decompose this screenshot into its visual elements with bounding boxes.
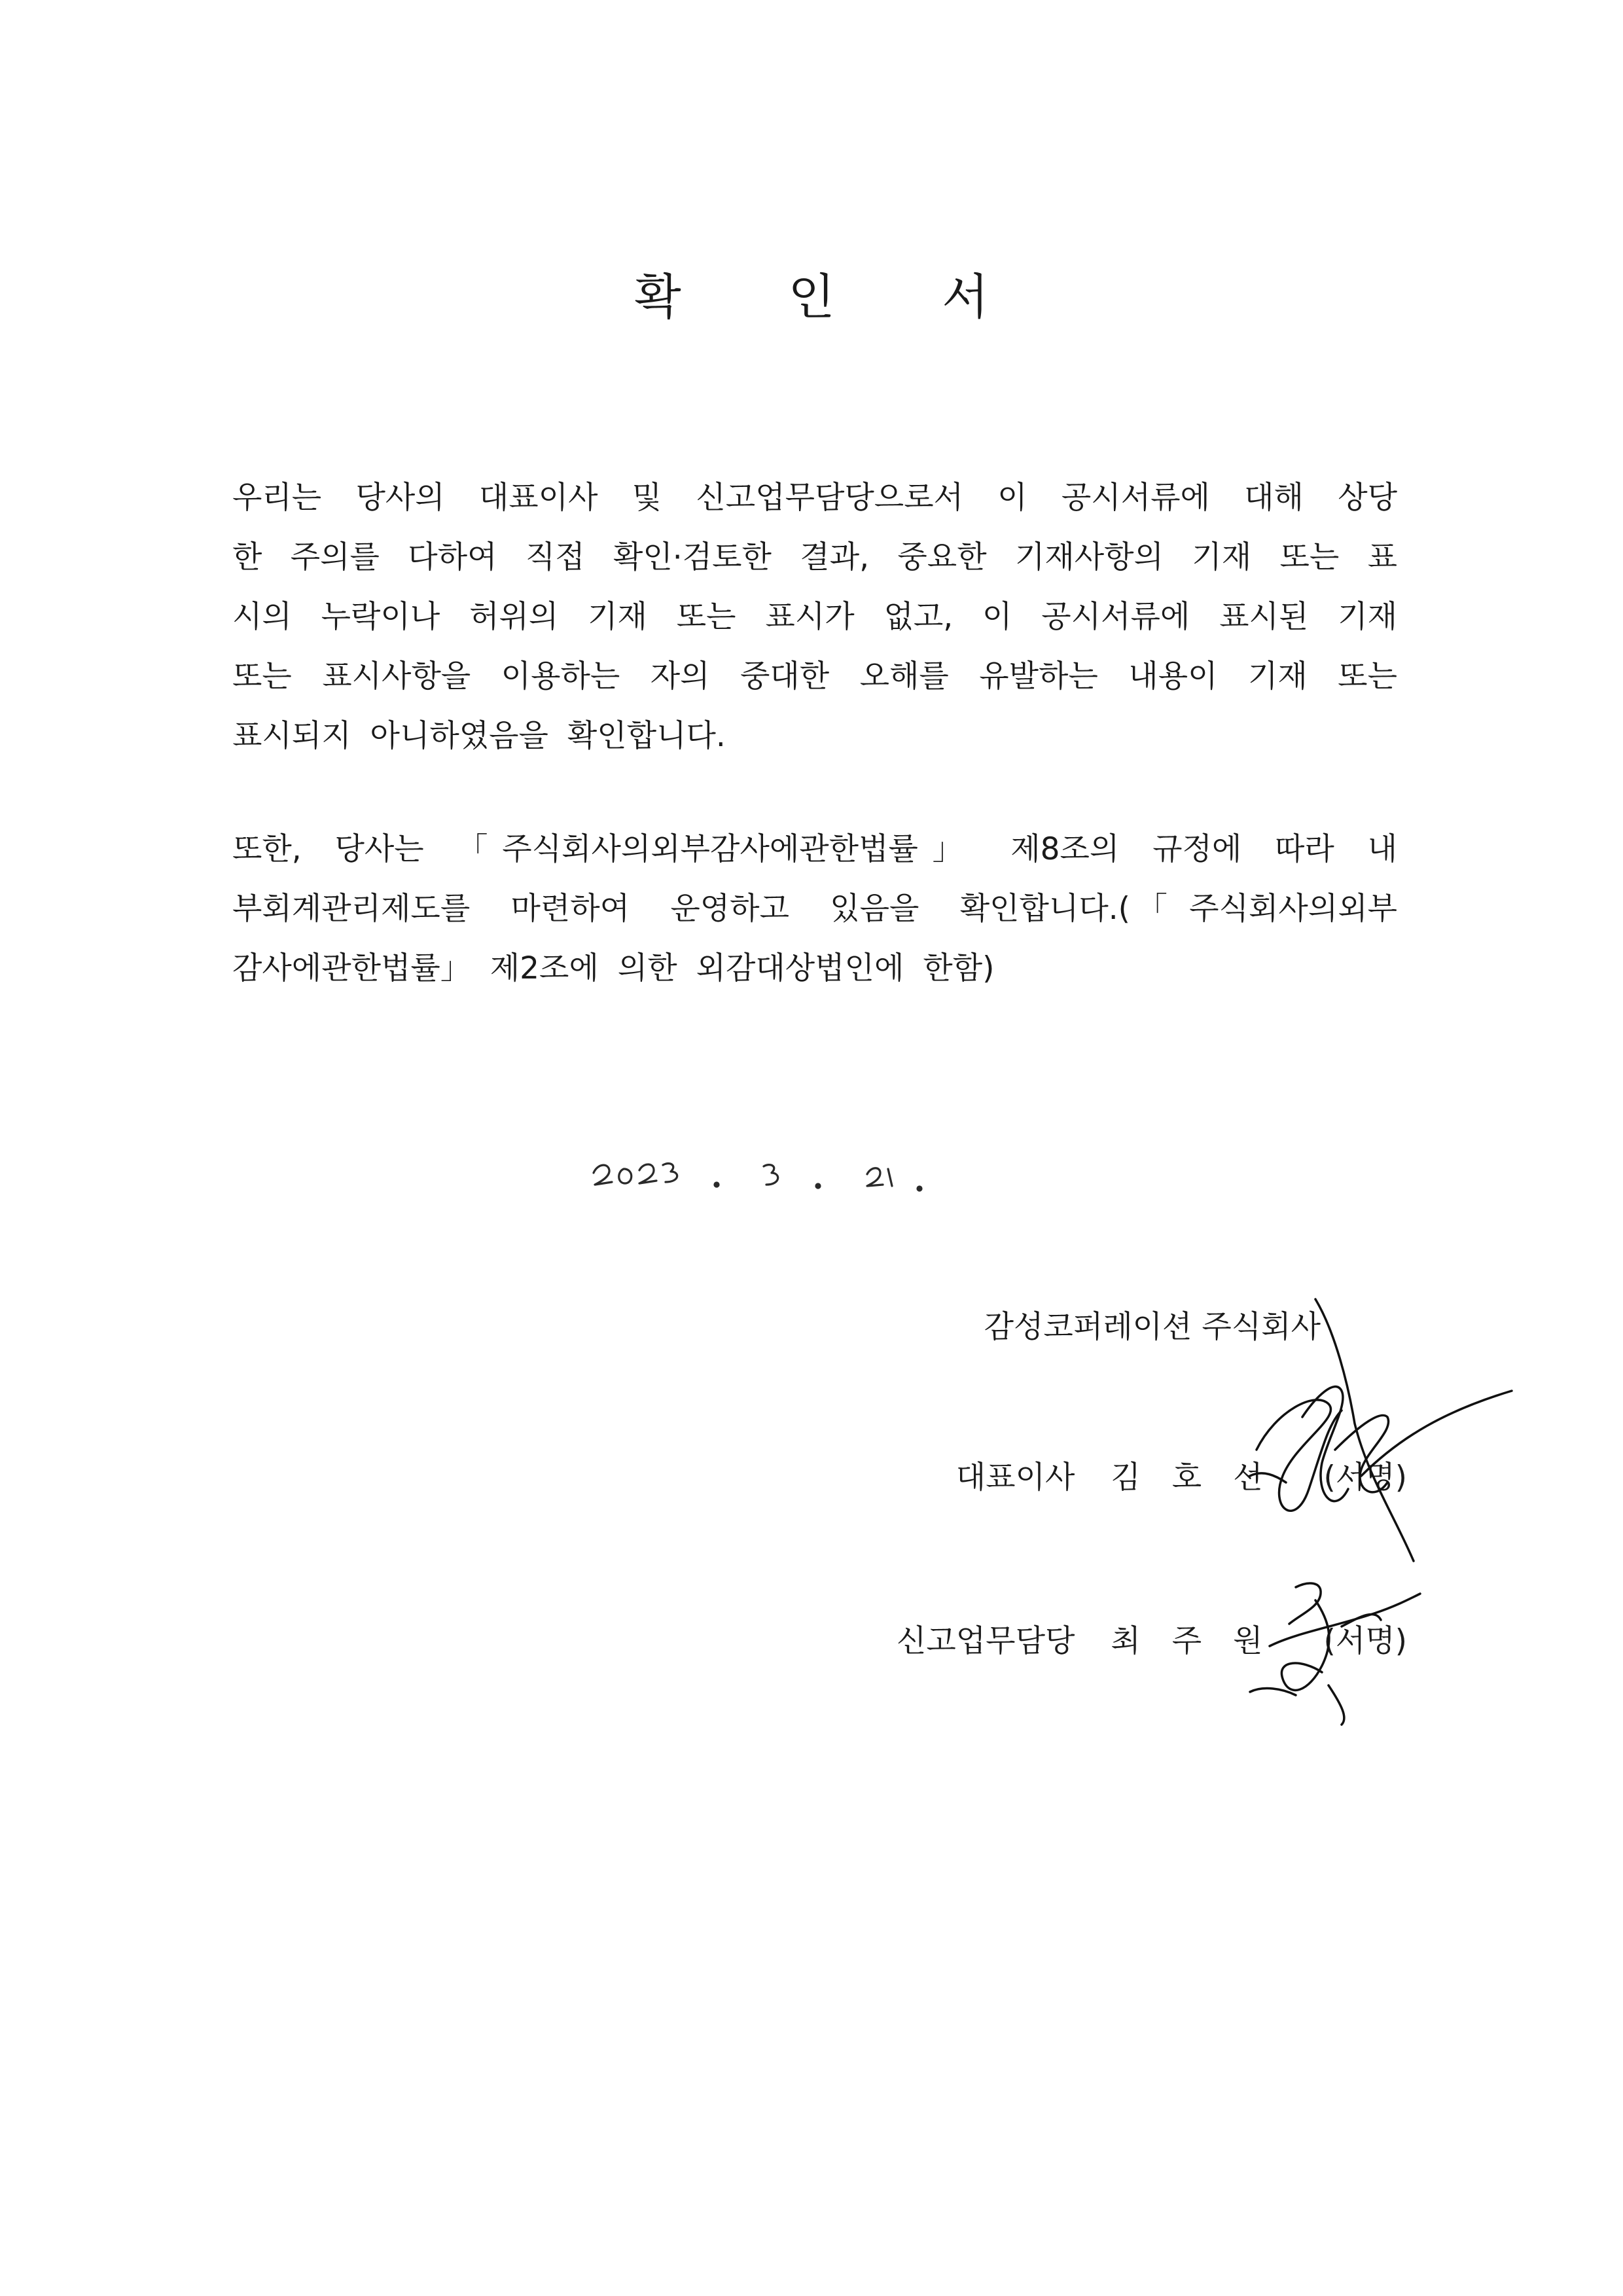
signatory-name: 김호선 [1111, 1460, 1294, 1496]
signatory-role: 대표이사 [955, 1460, 1075, 1496]
paragraph-line: 부회계관리제도를 마련하여 운영하고 있음을 확인합니다.(「주식회사의외부 [232, 891, 1397, 927]
signature-placeholder: (서명) [1323, 1623, 1407, 1659]
paragraph-line: 또는 표시사항을 이용하는 자의 중대한 오해를 유발하는 내용이 기재 또는 [232, 658, 1397, 694]
document-title: 확 인 서 [634, 269, 1035, 325]
signatory-name: 최주원 [1111, 1623, 1294, 1659]
signature-placeholder: (서명) [1323, 1460, 1407, 1496]
paragraph-line: 우리는 당사의 대표이사 및 신고업무담당으로서 이 공시서류에 대해 상당 [232, 480, 1397, 516]
paragraph-line: 또한, 당사는 「주식회사의외부감사에관한법률」 제8조의 규정에 따라 내 [232, 831, 1397, 867]
signatory-row-disclosure-officer [897, 1617, 1407, 1660]
handwritten-date [592, 1139, 959, 1217]
internal-control-paragraph [232, 819, 1397, 998]
paragraph-line: 시의 누락이나 허위의 기재 또는 표시가 없고, 이 공시서류에 표시된 기재 [232, 599, 1397, 635]
company-name: 감성코퍼레이션 주식회사 [984, 1309, 1321, 1345]
signatory-role: 신고업무담당 [896, 1623, 1075, 1659]
signatory-row-ceo [956, 1453, 1407, 1497]
confirmation-paragraph [232, 468, 1397, 766]
paragraph-line: 한 주의를 다하여 직접 확인·검토한 결과, 중요한 기재사항의 기재 또는 표 [232, 539, 1397, 575]
paragraph-line: 감사에관한법률」 제2조에 의한 외감대상법인에 한함) [232, 950, 995, 986]
paragraph-line: 표시되지 아니하였음을 확인합니다. [232, 718, 726, 754]
